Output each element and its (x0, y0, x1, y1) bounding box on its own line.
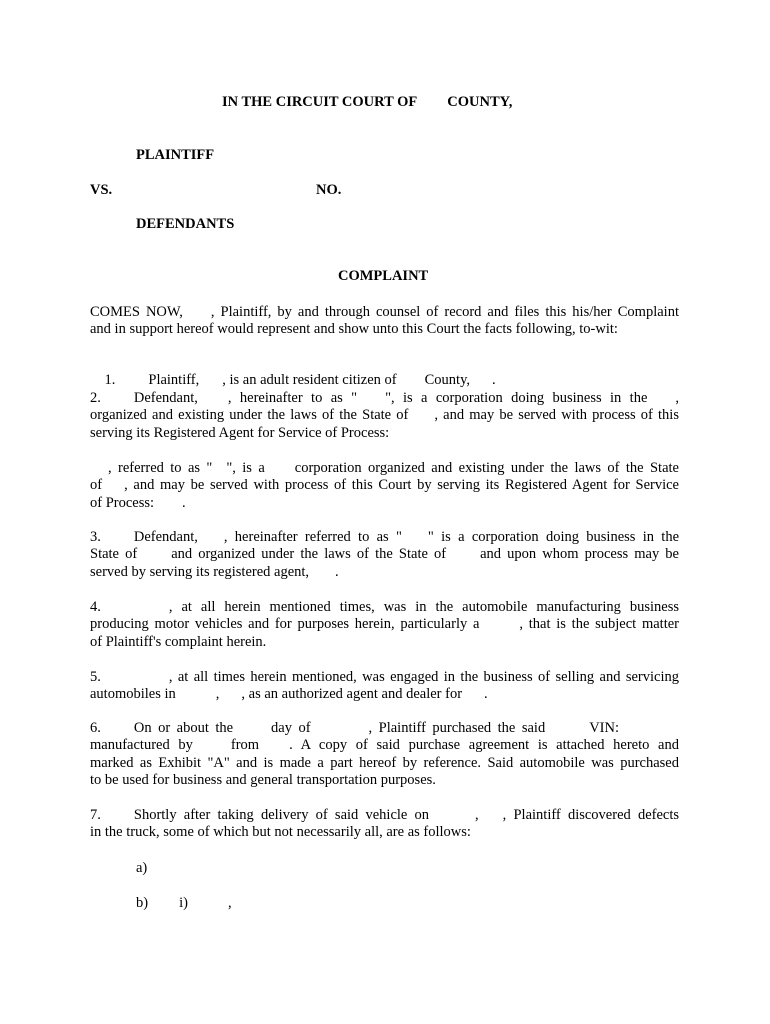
paragraph-5: 5. , at all times herein mentioned, was engaged in the business of selling and servicing automobiles in , , as an authorized agent and dealer for . (90, 669, 679, 703)
list-item-b: b) i) , (136, 895, 232, 911)
paragraph-7: 7. Shortly after taking delivery of said vehicle on , , Plaintiff discovered defects in the truck, some of which but not necessarily all, are as follows: (90, 807, 680, 841)
paragraph-2-continued: , referred to as " ", is a corporation organized and existing under the laws of the State of , and may be served with process of this Court by serving its Registered Agent for Service of Process: . (90, 460, 679, 511)
vs-label: VS. (90, 182, 113, 198)
intro-paragraph: COMES NOW, , Plaintiff, by and through counsel of record and files this his/her Complaint and in support hereof would represent and show unto this Court the facts following, to-wit: (90, 304, 679, 338)
court-heading: IN THE CIRCUIT COURT OF COUNTY, (222, 94, 513, 110)
paragraph-3: 3. Defendant, , hereinafter referred to as " " is a corporation doing business in the State of and organized under the laws of the State of and upon whom process may be served by serving its registered agent, . (90, 529, 679, 580)
paragraph-2: 2. Defendant, , hereinafter to as " ", is a corporation doing business in the , organized and existing under the laws of the State of , and may be served with process of this serving its Registered Agent for Service of Process: (90, 390, 680, 441)
paragraph-4: 4. , at all herein mentioned times, was in the automobile manufacturing business producing motor vehicles and for purposes herein, particularly a , that is the subject matter of Plaintiff's complaint herein. (90, 599, 679, 650)
defendants-label: DEFENDANTS (136, 216, 235, 232)
plaintiff-label: PLAINTIFF (136, 147, 215, 163)
case-number-label: NO. (316, 182, 342, 198)
document-title: COMPLAINT (338, 268, 429, 284)
list-item-a: a) (136, 860, 148, 876)
paragraph-1: 1. Plaintiff, , is an adult resident citizen of County, . (104, 372, 496, 388)
paragraph-6: 6. On or about the day of , Plaintiff purchased the said VIN: manufactured by from . A copy of said purchase agreement is attached hereto and marked as Exhibit "A" and is made a part hereof by reference. Said automobile was purchased to be used for business and general transportation purposes. (90, 720, 679, 789)
